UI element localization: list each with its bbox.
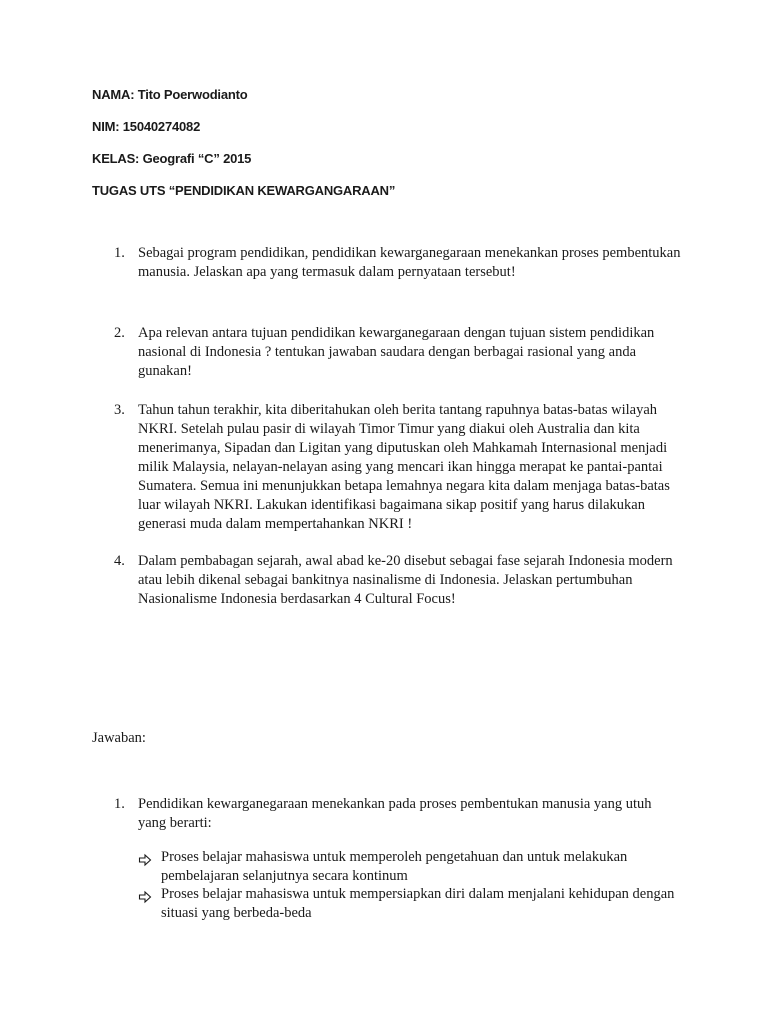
question-text: Tahun tahun terakhir, kita diberitahukan oleh berita tantang rapuhnya batas-batas wilayah NKRI. Setelah pulau pasir di wilayah Timor Timur yang diakui oleh Australia dan kita menerimanya, Sipadan dan Ligitan yang diputuskan oleh Mahkamah Internasional menjadi milik Malaysia, nelayan-nelayan asing yang mencari ikan hingga merapat ke pantai-pantai Sumatera. Semua ini menunjukkan betapa lemahnya negara kita dalam menjaga batas-batas luar wilayah NKRI. Lakukan identifikasi bagaimana sikap positif yang harus dilakukan generasi muda dalam mempertahankan NKRI ! [138, 402, 670, 532]
student-nim: NIM: 15040274082 [92, 119, 201, 134]
question-number: 2. [114, 325, 125, 341]
student-class: KELAS: Geografi “C” 2015 [92, 151, 252, 166]
answer-number: 1. [114, 796, 125, 812]
student-name: NAMA: Tito Poerwodianto [92, 87, 248, 102]
question-number: 3. [114, 402, 125, 418]
answer-bullet-text: Proses belajar mahasiswa untuk memperoleh pengetahuan dan untuk melakukan pembelajaran selanjutnya secara kontinum [161, 849, 628, 884]
answers-heading: Jawaban: [92, 730, 146, 746]
question-text: Sebagai program pendidikan, pendidikan kewarganegaraan menekankan proses pembentukan manusia. Jelaskan apa yang termasuk dalam pernyataan tersebut! [138, 245, 681, 280]
answer-bullet-text: Proses belajar mahasiswa untuk mempersiapkan diri dalam menjalani kehidupan dengan situasi yang berbeda-beda [161, 886, 675, 921]
question-number: 4. [114, 553, 125, 569]
question-text: Apa relevan antara tujuan pendidikan kewarganegaraan dengan tujuan sistem pendidikan nasional di Indonesia ? tentukan jawaban saudara dengan berbagai rasional yang anda gunakan! [138, 325, 655, 379]
assignment-title: TUGAS UTS “PENDIDIKAN KEWARGANGARAAN” [92, 183, 396, 198]
answer-text: Pendidikan kewarganegaraan menekankan pada proses pembentukan manusia yang utuh yang berarti: [138, 796, 652, 831]
question-text: Dalam pembabagan sejarah, awal abad ke-20 disebut sebagai fase sejarah Indonesia modern atau lebih dikenal sebagai bankitnya nasinalisme di Indonesia. Jelaskan pertumbuhan Nasionalisme Indonesia berdasarkan 4 Cultural Focus! [138, 553, 673, 607]
arrow-right-outline-icon [138, 851, 154, 870]
question-number: 1. [114, 245, 125, 261]
arrow-right-outline-icon [138, 888, 154, 907]
